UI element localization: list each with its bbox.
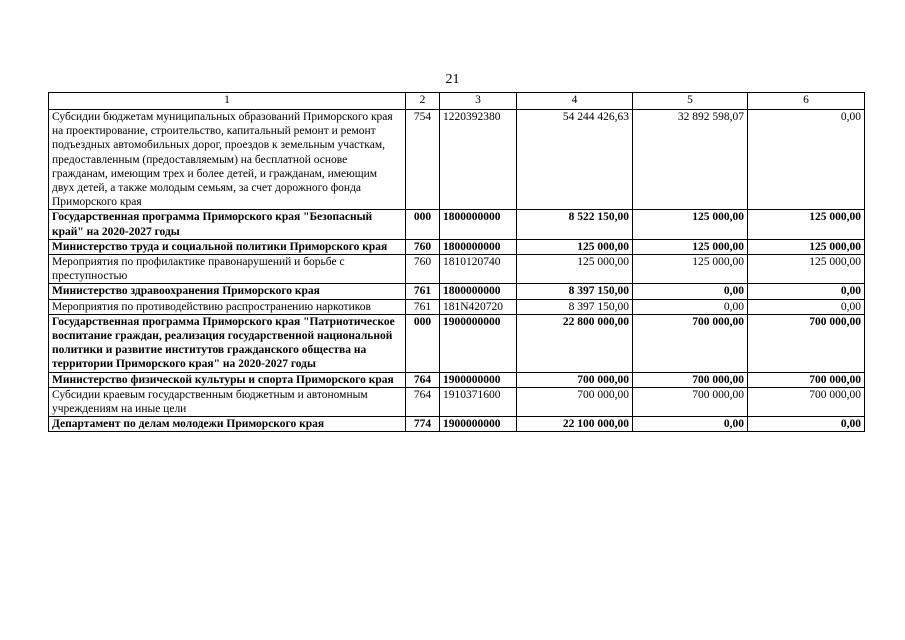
- row-amount-5: 0,00: [633, 299, 748, 314]
- row-name: Департамент по делам молодежи Приморского края: [49, 417, 406, 432]
- row-code: 764: [406, 372, 440, 387]
- row-amount-4: 700 000,00: [517, 387, 633, 416]
- table-row: [49, 110, 865, 210]
- table-row: [49, 255, 865, 284]
- row-amount-6: 0,00: [748, 284, 865, 299]
- row-amount-4: 22 800 000,00: [517, 314, 633, 372]
- row-name: Государственная программа Приморского края "Патриотическое воспитание граждан, реализация государственной национальной политики и развитие институтов гражданского общества на территории Приморского края" на 2020-2027 годы: [49, 314, 406, 372]
- row-amount-5: 700 000,00: [633, 314, 748, 372]
- row-code: 000: [406, 210, 440, 239]
- row-target: 1900000000: [440, 417, 517, 432]
- column-header: 4: [517, 93, 633, 110]
- budget-table: [48, 92, 865, 432]
- row-name: Министерство здравоохранения Приморского края: [49, 284, 406, 299]
- row-amount-5: 125 000,00: [633, 239, 748, 254]
- row-amount-4: 8 522 150,00: [517, 210, 633, 239]
- column-header: 1: [49, 93, 406, 110]
- row-amount-4: 700 000,00: [517, 372, 633, 387]
- column-header: 3: [440, 93, 517, 110]
- row-target: 1810120740: [440, 255, 517, 284]
- row-amount-6: 700 000,00: [748, 314, 865, 372]
- row-target: 181N420720: [440, 299, 517, 314]
- row-amount-5: 125 000,00: [633, 210, 748, 239]
- row-amount-5: 0,00: [633, 417, 748, 432]
- row-amount-6: 700 000,00: [748, 372, 865, 387]
- row-amount-6: 125 000,00: [748, 210, 865, 239]
- column-header: 6: [748, 93, 865, 110]
- table-row: [49, 314, 865, 372]
- row-amount-5: 32 892 598,07: [633, 110, 748, 210]
- row-amount-5: 0,00: [633, 284, 748, 299]
- page-number: 21: [445, 72, 460, 87]
- row-code: 761: [406, 299, 440, 314]
- row-name: Государственная программа Приморского края "Безопасный край" на 2020-2027 годы: [49, 210, 406, 239]
- row-amount-6: 0,00: [748, 110, 865, 210]
- row-amount-6: 700 000,00: [748, 387, 865, 416]
- row-amount-4: 125 000,00: [517, 239, 633, 254]
- table-row: [49, 417, 865, 432]
- row-amount-6: 0,00: [748, 299, 865, 314]
- row-code: 774: [406, 417, 440, 432]
- row-target: 1800000000: [440, 210, 517, 239]
- row-amount-4: 22 100 000,00: [517, 417, 633, 432]
- row-code: 761: [406, 284, 440, 299]
- row-target: 1910371600: [440, 387, 517, 416]
- row-name: Мероприятия по профилактике правонарушений и борьбе с преступностью: [49, 255, 406, 284]
- table-row: [49, 210, 865, 239]
- row-amount-4: 54 244 426,63: [517, 110, 633, 210]
- row-target: 1800000000: [440, 239, 517, 254]
- table-header-row: [49, 93, 865, 110]
- table-row: [49, 239, 865, 254]
- row-name: Субсидии бюджетам муниципальных образований Приморского края на проектирование, строительство, капитальный ремонт и ремонт подъездных автомобильных дорог, проездов к земельным участкам, предоставленным (предоставляемым) на бесплатной основе гражданам, имеющим трех и более детей, и гражданам, имеющим двух детей, а также молодым семьям, за счет дорожного фонда Приморского края: [49, 110, 406, 210]
- table-row: [49, 284, 865, 299]
- row-name: Министерство физической культуры и спорта Приморского края: [49, 372, 406, 387]
- column-header: 2: [406, 93, 440, 110]
- row-amount-4: 8 397 150,00: [517, 299, 633, 314]
- row-amount-5: 700 000,00: [633, 372, 748, 387]
- row-name: Субсидии краевым государственным бюджетным и автономным учреждениям на иные цели: [49, 387, 406, 416]
- row-amount-6: 125 000,00: [748, 255, 865, 284]
- row-amount-5: 125 000,00: [633, 255, 748, 284]
- table-row: [49, 387, 865, 416]
- row-amount-4: 8 397 150,00: [517, 284, 633, 299]
- row-target: 1800000000: [440, 284, 517, 299]
- column-header: 5: [633, 93, 748, 110]
- row-code: 000: [406, 314, 440, 372]
- row-name: Министерство труда и социальной политики Приморского края: [49, 239, 406, 254]
- row-code: 760: [406, 255, 440, 284]
- row-amount-6: 125 000,00: [748, 239, 865, 254]
- row-target: 1220392380: [440, 110, 517, 210]
- table-row: [49, 299, 865, 314]
- row-amount-4: 125 000,00: [517, 255, 633, 284]
- row-code: 764: [406, 387, 440, 416]
- row-amount-6: 0,00: [748, 417, 865, 432]
- table-row: [49, 372, 865, 387]
- row-code: 754: [406, 110, 440, 210]
- row-target: 1900000000: [440, 372, 517, 387]
- row-target: 1900000000: [440, 314, 517, 372]
- row-code: 760: [406, 239, 440, 254]
- row-name: Мероприятия по противодействию распространению наркотиков: [49, 299, 406, 314]
- row-amount-5: 700 000,00: [633, 387, 748, 416]
